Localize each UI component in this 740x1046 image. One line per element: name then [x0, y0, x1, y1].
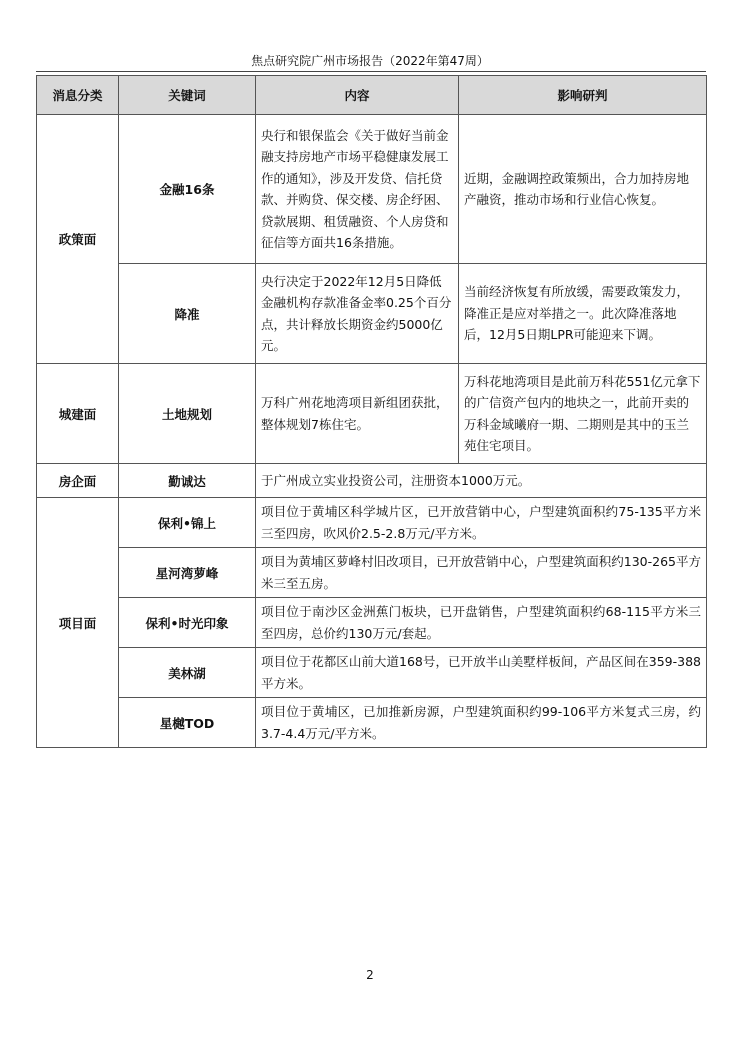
category-cell-policy: 政策面	[37, 115, 119, 364]
keyword-cell: 勤诚达	[119, 464, 256, 498]
keyword-cell: 美林湖	[119, 648, 256, 698]
keyword-cell: 土地规划	[119, 364, 256, 464]
table-row	[37, 648, 707, 698]
keyword-cell: 保利•时光印象	[119, 598, 256, 648]
table-row	[37, 498, 707, 548]
table-row	[37, 698, 707, 748]
category-cell-projects: 项目面	[37, 498, 119, 748]
content-cell: 项目位于黄埔区，已加推新房源，户型建筑面积约99-106平方米复式三房，约3.7-4.4万元/平方米。	[256, 698, 707, 748]
page-number: 2	[366, 968, 374, 982]
impact-cell: 万科花地湾项目是此前万科花551亿元拿下的广信资产包内的地块之一，此前开卖的万科金域曦府一期、二期则是其中的玉兰苑住宅项目。	[459, 364, 707, 464]
content-cell: 项目位于花都区山前大道168号，已开放半山美墅样板间，产品区间在359-388平方米。	[256, 648, 707, 698]
table-row	[37, 464, 707, 498]
column-header-content: 内容	[256, 76, 459, 115]
category-cell-developer: 房企面	[37, 464, 119, 498]
category-cell-urban: 城建面	[37, 364, 119, 464]
column-header-category: 消息分类	[37, 76, 119, 115]
content-cell: 央行和银保监会《关于做好当前金融支持房地产市场平稳健康发展工作的通知》，涉及开发贷、信托贷款、并购贷、保交楼、房企纾困、贷款展期、租赁融资、个人房贷和征信等方面共16条措施。	[256, 115, 459, 264]
content-cell: 万科广州花地湾项目新组团获批，整体规划7栋住宅。	[256, 364, 459, 464]
content-cell: 项目位于黄埔区科学城片区，已开放营销中心，户型建筑面积约75-135平方米三至四房，吹风价2.5-2.8万元/平方米。	[256, 498, 707, 548]
table-header-row	[37, 76, 707, 115]
column-header-impact: 影响研判	[459, 76, 707, 115]
content-cell: 央行决定于2022年12月5日降低金融机构存款准备金率0.25个百分点，共计释放长期资金约5000亿元。	[256, 264, 459, 364]
keyword-cell: 降准	[119, 264, 256, 364]
header-divider	[36, 71, 706, 72]
column-header-keyword: 关键词	[119, 76, 256, 115]
table-row	[37, 264, 707, 364]
keyword-cell: 保利•锦上	[119, 498, 256, 548]
keyword-cell: 星河湾萝峰	[119, 548, 256, 598]
content-cell: 于广州成立实业投资公司，注册资本1000万元。	[256, 464, 707, 498]
table-row	[37, 115, 707, 264]
table-row	[37, 598, 707, 648]
news-table	[36, 75, 707, 748]
table-row	[37, 364, 707, 464]
content-cell: 项目为黄埔区萝峰村旧改项目，已开放营销中心，户型建筑面积约130-265平方米三至五房。	[256, 548, 707, 598]
keyword-cell: 星樾TOD	[119, 698, 256, 748]
table-row	[37, 548, 707, 598]
report-header-title: 焦点研究院广州市场报告（2022年第47周）	[251, 54, 489, 68]
content-cell: 项目位于南沙区金洲蕉门板块，已开盘销售，户型建筑面积约68-115平方米三至四房，总价约130万元/套起。	[256, 598, 707, 648]
impact-cell: 近期，金融调控政策频出，合力加持房地产融资，推动市场和行业信心恢复。	[459, 115, 707, 264]
impact-cell: 当前经济恢复有所放缓，需要政策发力，降准正是应对举措之一。此次降准落地后，12月5日期LPR可能迎来下调。	[459, 264, 707, 364]
keyword-cell: 金融16条	[119, 115, 256, 264]
